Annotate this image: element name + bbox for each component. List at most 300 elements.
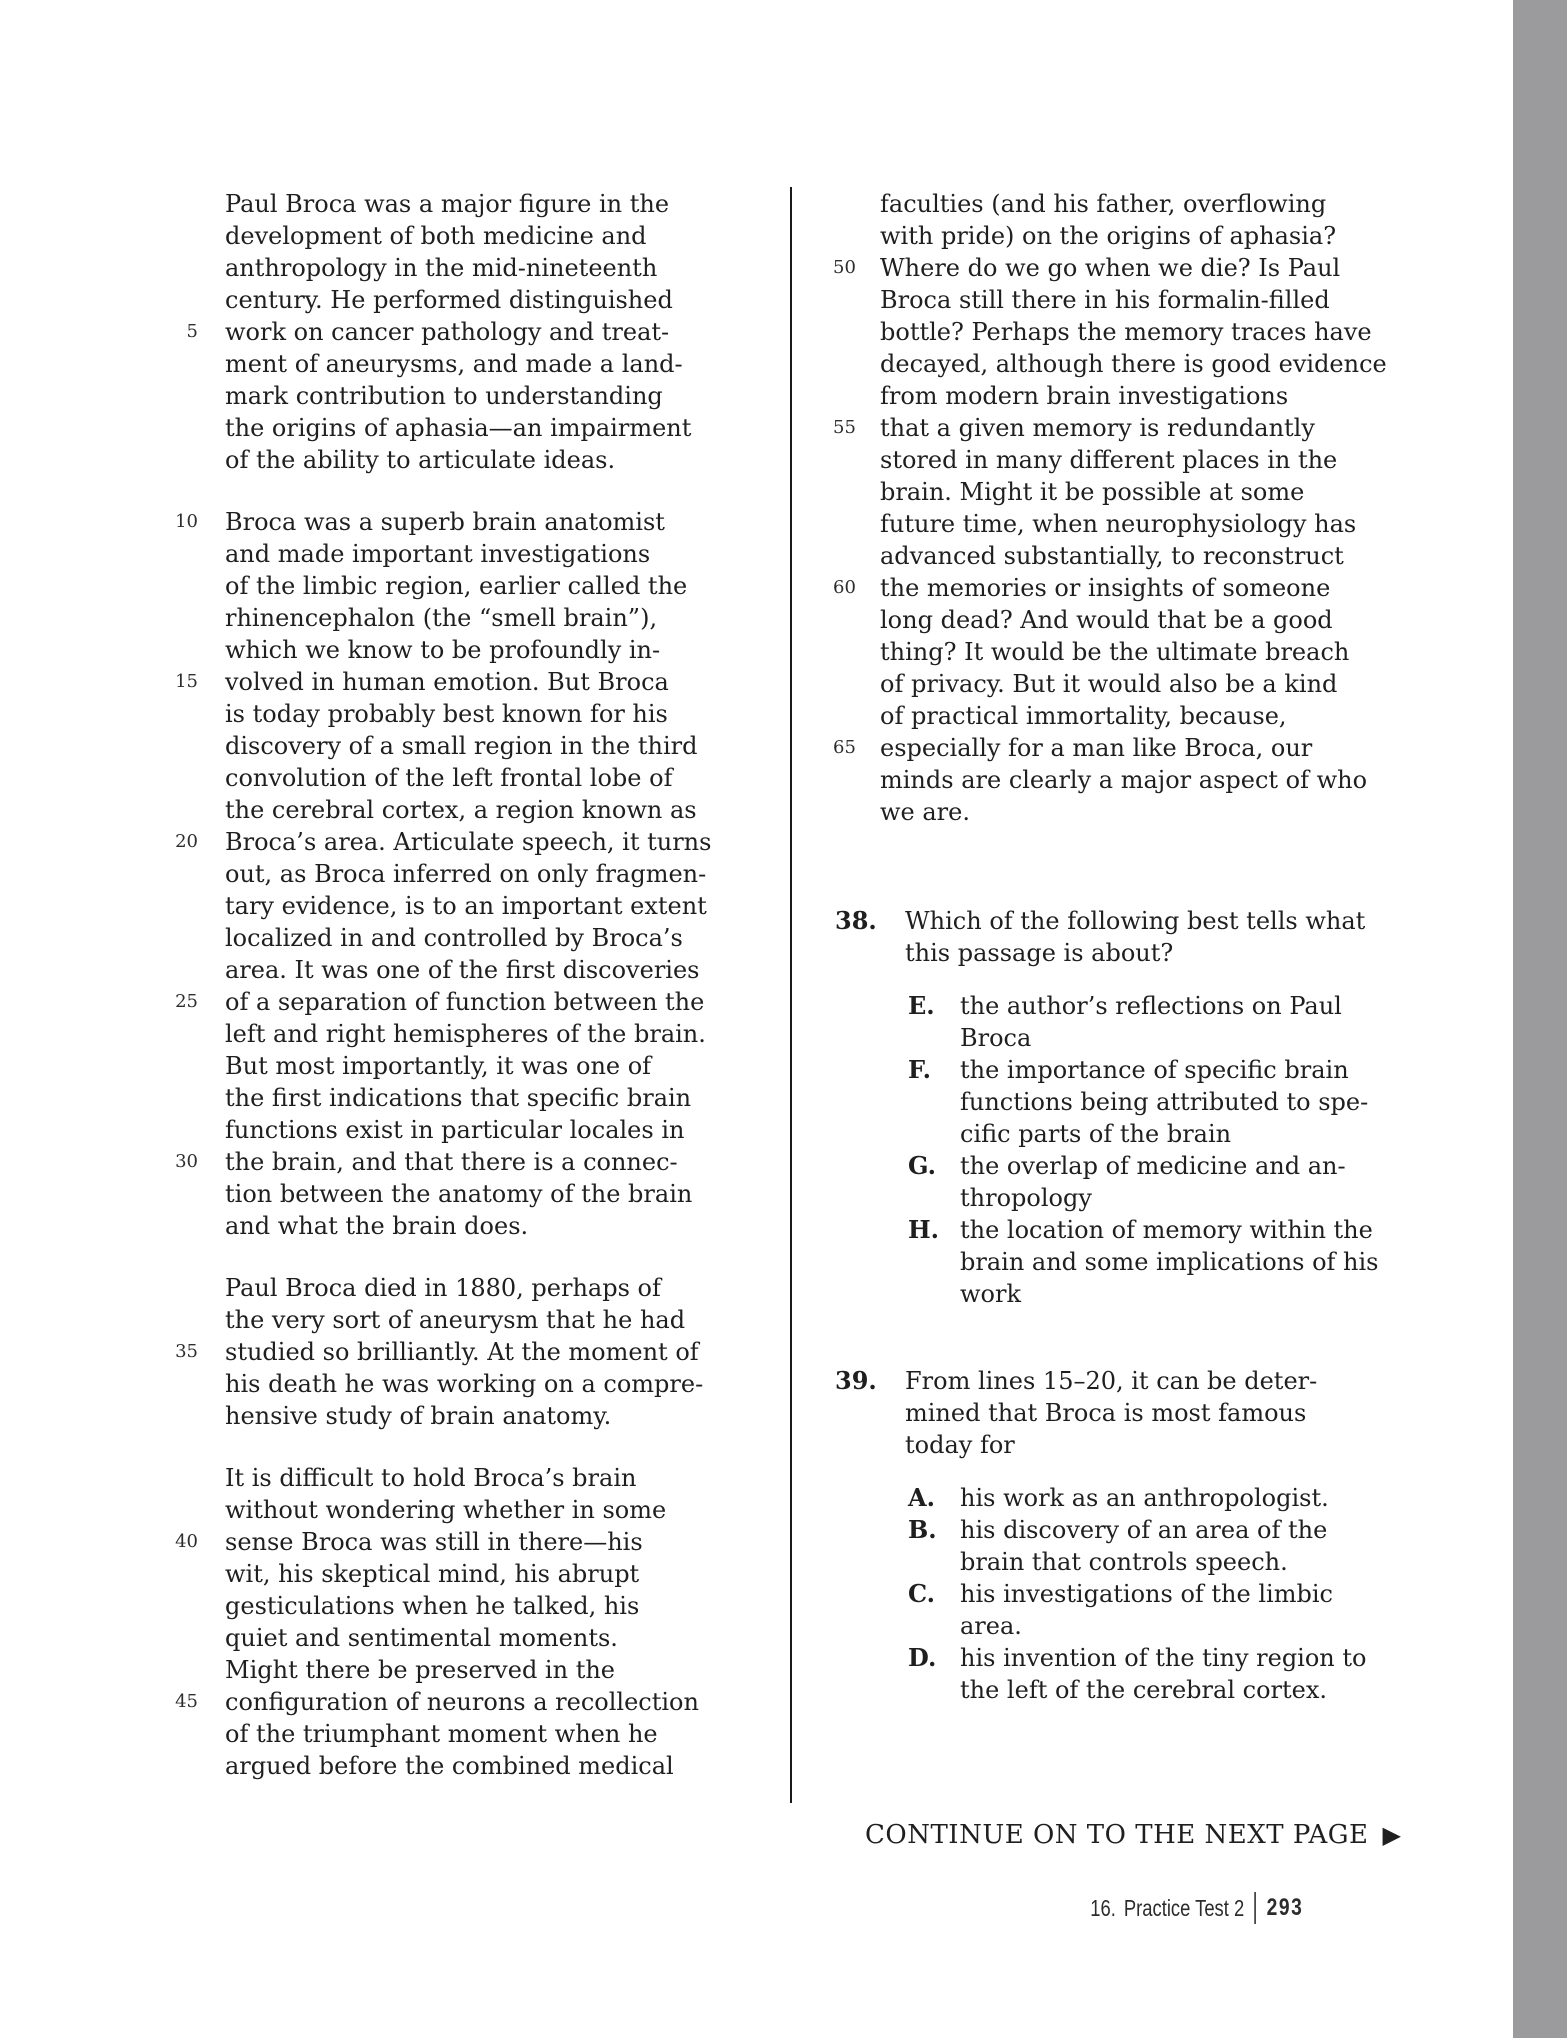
passage-text: area. It was one of the first discoveries (225, 956, 700, 984)
line-number (833, 444, 853, 476)
passage-text: argued before the combined medical (225, 1752, 674, 1780)
passage-line (172, 1114, 711, 1146)
answer-choice-line (835, 1578, 1367, 1610)
passage-text: the very sort of aneurysm that he had (225, 1306, 686, 1334)
passage-line (833, 444, 1387, 476)
choice-letter: A. (908, 1483, 935, 1512)
passage-line (833, 508, 1387, 540)
line-number (833, 540, 853, 572)
choice-indent (835, 1214, 908, 1246)
passage-text: and what the brain does. (225, 1212, 529, 1240)
line-number (172, 1178, 198, 1210)
choice-text: his investigations of the limbic (960, 1580, 1333, 1608)
passage-text: from modern brain investigations (880, 382, 1289, 410)
passage-line (833, 636, 1387, 668)
choice-indent (835, 1118, 908, 1150)
prompt-choices-gap (835, 969, 1379, 990)
choice-indent (835, 1674, 908, 1706)
choice-indent (835, 1514, 908, 1546)
line-number (172, 1368, 198, 1400)
passage-text: studied so brilliantly. At the moment of (225, 1338, 699, 1366)
choice-indent (835, 1246, 908, 1278)
question-prompt-text: this passage is about? (905, 939, 1174, 967)
passage-text: Where do we go when we die? Is Paul (880, 254, 1341, 282)
passage-line (833, 284, 1387, 316)
line-number (172, 794, 198, 826)
question-prompt-line (835, 1397, 1367, 1429)
line-number (172, 1494, 198, 1526)
choice-text: the left of the cerebral cortex. (960, 1676, 1328, 1704)
passage-text: mark contribution to understanding (225, 382, 663, 410)
choice-text: thropology (960, 1184, 1092, 1212)
passage-text: and made important investigations (225, 540, 651, 568)
choice-letter (908, 1086, 960, 1118)
line-number: 45 (175, 1691, 198, 1712)
choice-text: the location of memory within the (960, 1216, 1373, 1244)
passage-line (172, 730, 711, 762)
choice-letter: G. (908, 1151, 936, 1180)
choice-indent (835, 1054, 908, 1086)
question-number (835, 1429, 905, 1461)
question-39 (835, 1365, 1367, 1706)
passage-text: of the triumphant moment when he (225, 1720, 658, 1748)
choice-indent (835, 1642, 908, 1674)
passage-line (172, 890, 711, 922)
passage-text: discovery of a small region in the third (225, 732, 698, 760)
choice-indent (835, 1022, 908, 1054)
passage-text: advanced substantially, to reconstruct (880, 542, 1344, 570)
passage-line (833, 732, 1387, 764)
answer-choice-line (835, 1546, 1367, 1578)
line-number: 15 (175, 671, 198, 692)
choice-text: the author’s reflections on Paul (960, 992, 1342, 1020)
line-number (172, 1622, 198, 1654)
choice-text: brain and some implications of his (960, 1248, 1379, 1276)
line-number (172, 762, 198, 794)
choice-indent (835, 1482, 908, 1514)
passage-line (833, 796, 1387, 828)
passage-text: that a given memory is redundantly (880, 414, 1315, 442)
passage-line (172, 986, 711, 1018)
passage-line (172, 666, 711, 698)
line-number (172, 1114, 198, 1146)
prompt-choices-gap (835, 1461, 1367, 1482)
passage-line (172, 1400, 711, 1432)
line-number: 20 (175, 831, 198, 852)
line-number (172, 412, 198, 444)
passage-line (172, 1558, 711, 1590)
passage-text: localized in and controlled by Broca’s (225, 924, 683, 952)
choice-text: cific parts of the brain (960, 1120, 1232, 1148)
line-number (833, 764, 853, 796)
answer-choice-line (835, 1182, 1379, 1214)
passage-line (172, 252, 711, 284)
passage-text: It is difficult to hold Broca’s brain (225, 1464, 637, 1492)
passage-text: left and right hemispheres of the brain. (225, 1020, 706, 1048)
passage-line (172, 1082, 711, 1114)
question-prompt-line (835, 905, 1379, 937)
answer-choice-line (835, 1514, 1367, 1546)
choice-letter (908, 1246, 960, 1278)
passage-text: the memories or insights of someone (880, 574, 1331, 602)
passage-line (833, 412, 1387, 444)
line-number (172, 380, 198, 412)
line-number (172, 1050, 198, 1082)
passage-line (172, 1718, 711, 1750)
question-number: 38. (835, 906, 877, 935)
line-number (172, 634, 198, 666)
passage-text: Paul Broca was a major figure in the (225, 190, 670, 218)
passage-line (833, 700, 1387, 732)
question-prompt-line (835, 1365, 1367, 1397)
line-number: 25 (175, 991, 198, 1012)
passage-text: work on cancer pathology and treat- (225, 318, 670, 346)
passage-column-left (172, 188, 711, 1782)
line-number (833, 380, 853, 412)
passage-line (833, 764, 1387, 796)
passage-line (833, 252, 1387, 284)
passage-line (172, 634, 711, 666)
passage-text: anthropology in the mid-nineteenth (225, 254, 658, 282)
passage-text: ment of aneurysms, and made a land- (225, 350, 683, 378)
passage-text: decayed, although there is good evidence (880, 350, 1387, 378)
answer-choice-line (835, 1610, 1367, 1642)
choice-text: functions being attributed to spe- (960, 1088, 1369, 1116)
line-number (833, 348, 853, 380)
continue-text: CONTINUE ON TO THE NEXT PAGE (865, 1820, 1369, 1850)
passage-line (172, 380, 711, 412)
passage-line (172, 538, 711, 570)
line-number (833, 636, 853, 668)
choice-text: brain that controls speech. (960, 1548, 1288, 1576)
passage-text: the first indications that specific brain (225, 1084, 692, 1112)
passage-text: minds are clearly a major aspect of who (880, 766, 1368, 794)
passage-line (172, 570, 711, 602)
passage-line (172, 1750, 711, 1782)
passage-text: convolution of the left frontal lobe of (225, 764, 673, 792)
line-number (172, 890, 198, 922)
passage-text: the cerebral cortex, a region known as (225, 796, 697, 824)
passage-text: hensive study of brain anatomy. (225, 1402, 612, 1430)
page-edge-bar (1513, 0, 1567, 2038)
line-number (172, 348, 198, 380)
passage-text: configuration of neurons a recollection (225, 1688, 699, 1716)
choice-letter: C. (908, 1579, 936, 1608)
line-number (172, 1272, 198, 1304)
answer-choice-line (835, 1278, 1379, 1310)
line-number (833, 476, 853, 508)
continue-notice (865, 1820, 1401, 1850)
passage-text: the brain, and that there is a connec- (225, 1148, 678, 1176)
passage-text: sense Broca was still in there—his (225, 1528, 643, 1556)
line-number (833, 508, 853, 540)
passage-line (172, 1178, 711, 1210)
passage-line (172, 348, 711, 380)
line-number (833, 700, 853, 732)
passage-line (172, 1018, 711, 1050)
line-number: 60 (833, 577, 856, 598)
choice-letter (908, 1546, 960, 1578)
choice-letter: F. (908, 1055, 931, 1084)
line-number (172, 922, 198, 954)
passage-line (833, 316, 1387, 348)
passage-line (172, 922, 711, 954)
footer-chapter-number: 16. (1089, 1894, 1116, 1921)
passage-line (172, 762, 711, 794)
passage-text: stored in many different places in the (880, 446, 1338, 474)
line-number (172, 730, 198, 762)
line-number (172, 1590, 198, 1622)
passage-text: century. He performed distinguished (225, 286, 673, 314)
passage-line (172, 826, 711, 858)
choice-indent (835, 1610, 908, 1642)
line-number (172, 1304, 198, 1336)
passage-line (172, 1304, 711, 1336)
choice-letter: D. (908, 1643, 937, 1672)
line-number (172, 252, 198, 284)
line-number (172, 1750, 198, 1782)
choice-letter: B. (908, 1515, 937, 1544)
line-number (172, 1718, 198, 1750)
answer-choice-line (835, 1086, 1379, 1118)
line-number (172, 1400, 198, 1432)
passage-text: of a separation of function between the (225, 988, 705, 1016)
passage-line (172, 1146, 711, 1178)
column-divider (790, 187, 792, 1803)
question-number (835, 937, 905, 969)
passage-line (833, 348, 1387, 380)
line-number (833, 220, 853, 252)
passage-line (172, 858, 711, 890)
answer-choice-line (835, 1150, 1379, 1182)
passage-line (172, 1210, 711, 1242)
passage-text: Might there be preserved in the (225, 1656, 615, 1684)
choice-letter (908, 1674, 960, 1706)
passage-text: thing? It would be the ultimate breach (880, 638, 1350, 666)
choice-indent (835, 1578, 908, 1610)
passage-text: of practical immortality, because, (880, 702, 1287, 730)
choice-letter: E. (908, 991, 935, 1020)
passage-line (172, 1368, 711, 1400)
line-number (833, 316, 853, 348)
answer-choice-line (835, 990, 1379, 1022)
line-number (172, 858, 198, 890)
passage-line (833, 604, 1387, 636)
line-number (833, 284, 853, 316)
passage-line (172, 1336, 711, 1368)
passage-line (833, 220, 1387, 252)
choice-text: work (960, 1280, 1022, 1308)
line-number (172, 1018, 198, 1050)
footer-divider (1254, 1892, 1256, 1924)
choice-text: his work as an anthropologist. (960, 1484, 1329, 1512)
passage-text: tary evidence, is to an important extent (225, 892, 707, 920)
passage-text: which we know to be profoundly in- (225, 636, 661, 664)
line-number (833, 188, 853, 220)
choice-letter: H. (908, 1215, 940, 1244)
answer-choice-line (835, 1022, 1379, 1054)
passage-line (172, 1050, 711, 1082)
passage-text: quiet and sentimental moments. (225, 1624, 618, 1652)
passage-line (833, 476, 1387, 508)
choice-letter (908, 1182, 960, 1214)
choice-text: his discovery of an area of the (960, 1516, 1328, 1544)
passage-text: tion between the anatomy of the brain (225, 1180, 693, 1208)
question-number: 39. (835, 1366, 877, 1395)
question-prompt-line (835, 1429, 1367, 1461)
passage-line (172, 1526, 711, 1558)
question-prompt-line (835, 937, 1379, 969)
line-number (172, 188, 198, 220)
passage-line (172, 1494, 711, 1526)
line-number (172, 954, 198, 986)
passage-line (172, 412, 711, 444)
choice-indent (835, 1182, 908, 1214)
passage-line (172, 506, 711, 538)
question-prompt-text: mined that Broca is most famous (905, 1399, 1307, 1427)
passage-text: functions exist in particular locales in (225, 1116, 685, 1144)
passage-text: rhinencephalon (the “smell brain”), (225, 604, 658, 632)
passage-line (172, 698, 711, 730)
line-number (172, 602, 198, 634)
choice-text: his invention of the tiny region to (960, 1644, 1367, 1672)
line-number: 10 (175, 511, 198, 532)
passage-text: his death he was working on a compre- (225, 1370, 704, 1398)
passage-line (172, 188, 711, 220)
choice-letter (908, 1278, 960, 1310)
line-number: 5 (186, 321, 198, 342)
line-number (172, 698, 198, 730)
passage-text: future time, when neurophysiology has (880, 510, 1357, 538)
passage-text: Broca was a superb brain anatomist (225, 508, 665, 536)
line-number (172, 1210, 198, 1242)
answer-choice-line (835, 1482, 1367, 1514)
answer-choice-line (835, 1118, 1379, 1150)
passage-line (172, 316, 711, 348)
line-number (172, 444, 198, 476)
passage-text: the origins of aphasia—an impairment (225, 414, 692, 442)
choice-indent (835, 1546, 908, 1578)
passage-text: is today probably best known for his (225, 700, 668, 728)
passage-text: gesticulations when he talked, his (225, 1592, 640, 1620)
passage-text: long dead? And would that be a good (880, 606, 1333, 634)
passage-line (833, 668, 1387, 700)
passage-line (172, 1686, 711, 1718)
question-prompt-text: today for (905, 1431, 1015, 1459)
choice-text: Broca (960, 1024, 1032, 1052)
choice-letter (908, 1610, 960, 1642)
question-number (835, 1397, 905, 1429)
paragraph-gap (172, 1242, 711, 1272)
passage-text: wit, his skeptical mind, his abrupt (225, 1560, 640, 1588)
choice-letter (908, 1022, 960, 1054)
line-number (172, 1654, 198, 1686)
choice-text: the importance of specific brain (960, 1056, 1349, 1084)
passage-line (172, 220, 711, 252)
passage-text: we are. (880, 798, 970, 826)
passage-text: volved in human emotion. But Broca (225, 668, 669, 696)
paragraph-gap (172, 1432, 711, 1462)
line-number: 65 (833, 737, 856, 758)
passage-line (172, 1272, 711, 1304)
line-number: 30 (175, 1151, 198, 1172)
line-number (172, 220, 198, 252)
passage-text: But most importantly, it was one of (225, 1052, 652, 1080)
question-prompt-text: From lines 15–20, it can be deter- (905, 1367, 1318, 1395)
passage-text: with pride) on the origins of aphasia? (880, 222, 1337, 250)
answer-choice-line (835, 1214, 1379, 1246)
passage-line (833, 540, 1387, 572)
passage-line (172, 1622, 711, 1654)
passage-line (172, 954, 711, 986)
passage-column-right (833, 188, 1387, 828)
passage-text: especially for a man like Broca, our (880, 734, 1313, 762)
choice-letter (908, 1118, 960, 1150)
passage-line (833, 572, 1387, 604)
passage-text: Paul Broca died in 1880, perhaps of (225, 1274, 661, 1302)
answer-choice-line (835, 1642, 1367, 1674)
answer-choice-line (835, 1246, 1379, 1278)
line-number: 40 (175, 1531, 198, 1552)
passage-text: Broca still there in his formalin-filled (880, 286, 1330, 314)
line-number (172, 1082, 198, 1114)
passage-line (172, 602, 711, 634)
question-prompt-text: Which of the following best tells what (905, 907, 1366, 935)
line-number (172, 1462, 198, 1494)
line-number (833, 796, 853, 828)
line-number: 55 (833, 417, 856, 438)
passage-text: faculties (and his father, overflowing (880, 190, 1327, 218)
next-page-arrow-icon: ▶ (1382, 1821, 1402, 1849)
line-number (172, 538, 198, 570)
choice-text: the overlap of medicine and an- (960, 1152, 1346, 1180)
passage-text: of the ability to articulate ideas. (225, 446, 616, 474)
passage-line (172, 1654, 711, 1686)
footer-page-number: 293 (1266, 1894, 1303, 1921)
page-footer (1090, 1892, 1303, 1924)
choice-indent (835, 1086, 908, 1118)
passage-line (172, 1590, 711, 1622)
passage-line (172, 444, 711, 476)
line-number (833, 604, 853, 636)
passage-text: bottle? Perhaps the memory traces have (880, 318, 1372, 346)
passage-line (172, 284, 711, 316)
passage-text: of the limbic region, earlier called the (225, 572, 688, 600)
footer-section-title: Practice Test 2 (1123, 1894, 1244, 1921)
choice-indent (835, 1278, 908, 1310)
choice-indent (835, 1150, 908, 1182)
line-number (172, 1558, 198, 1590)
passage-text: development of both medicine and (225, 222, 647, 250)
line-number: 35 (175, 1341, 198, 1362)
passage-line (833, 380, 1387, 412)
passage-text: brain. Might it be possible at some (880, 478, 1305, 506)
choice-indent (835, 990, 908, 1022)
line-number (172, 570, 198, 602)
passage-text: of privacy. But it would also be a kind (880, 670, 1338, 698)
passage-line (833, 188, 1387, 220)
paragraph-gap (172, 476, 711, 506)
line-number (833, 668, 853, 700)
choice-text: area. (960, 1612, 1022, 1640)
passage-line (172, 1462, 711, 1494)
answer-choice-line (835, 1674, 1367, 1706)
passage-text: Broca’s area. Articulate speech, it turns (225, 828, 712, 856)
question-38 (835, 905, 1379, 1310)
line-number: 50 (833, 257, 856, 278)
passage-text: out, as Broca inferred on only fragmen- (225, 860, 707, 888)
line-number (172, 284, 198, 316)
